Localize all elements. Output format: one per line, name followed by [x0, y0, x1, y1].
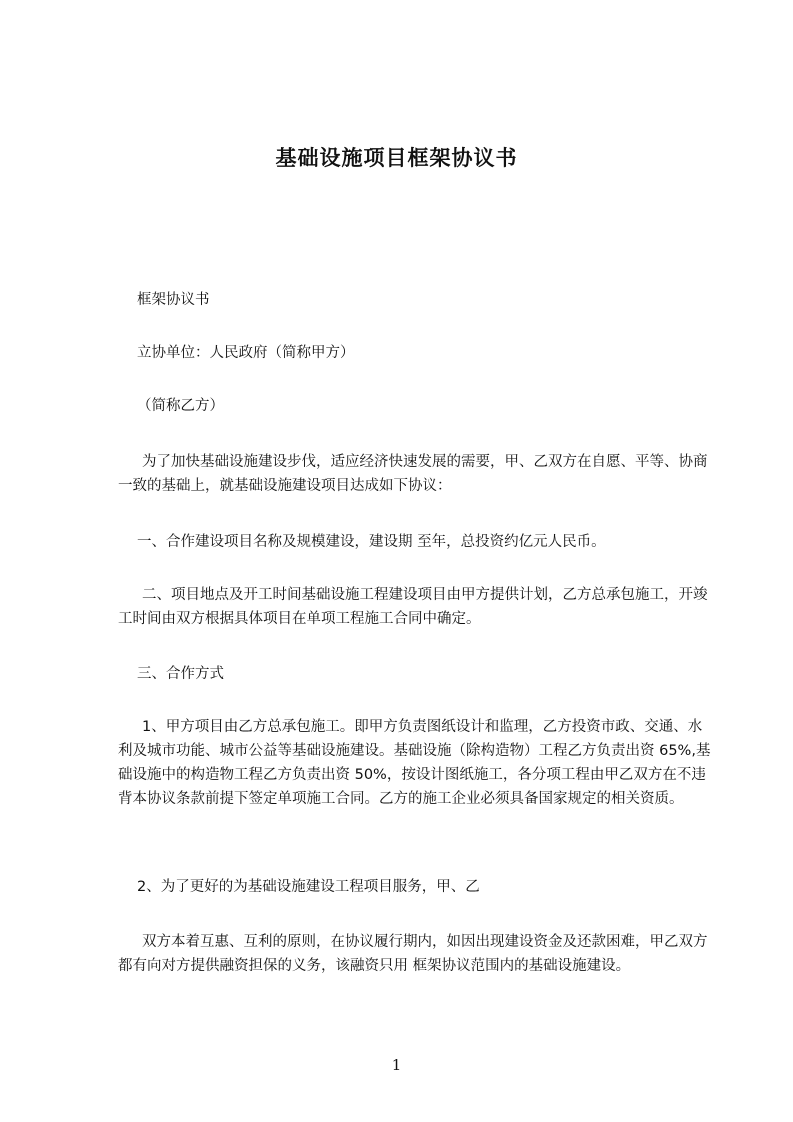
paragraph-parties: 立协单位：人民政府（简称甲方）	[137, 345, 355, 361]
page-number: 1	[391, 1056, 402, 1074]
paragraph-preamble: 为了加快基础设施建设步伐，适应经济快速发展的需要，甲、乙双方在自愿、平等、协商一致的基础上，就基础设施建设项目达成如下协议：	[118, 454, 708, 494]
paragraph-clause-3-2: 2、为了更好的为基础设施建设工程项目服务，甲、乙	[137, 879, 480, 895]
paragraph-clause-3: 三、合作方式	[137, 666, 224, 682]
document-title: 基础设施项目框架协议书	[275, 146, 518, 170]
paragraph-party-b: （简称乙方）	[137, 398, 224, 414]
paragraph-clause-2: 二、项目地点及开工时间基础设施工程建设项目由甲方提供计划，乙方总承包施工，开竣工时间由双方根据具体项目在单项工程施工合同中确定。	[118, 587, 708, 627]
paragraph-financing: 双方本着互惠、互利的原则，在协议履行期内，如因出现建设资金及还款困难，甲乙双方都有向对方提供融资担保的义务，该融资只用 框架协议范围内的基础设施建设。	[118, 934, 708, 974]
paragraph-heading: 框架协议书	[137, 292, 210, 308]
paragraph-clause-3-1: 1、甲方项目由乙方总承包施工。即甲方负责图纸设计和监理，乙方投资市政、交通、水利及城市功能、城市公益等基础设施建设。基础设施（除构造物）工程乙方负责出资 65%,基础设施中的构造物工程乙方负责出资 50%，按设计图纸施工，各分项工程由甲乙双方在不违背本协议条款前提下签定单项施工合同。乙方的施工企业必须具备国家规定的相关资质。	[118, 719, 711, 807]
paragraph-clause-1: 一、合作建设项目名称及规模建设，建设期 至年，总投资约亿元人民币。	[137, 534, 606, 550]
